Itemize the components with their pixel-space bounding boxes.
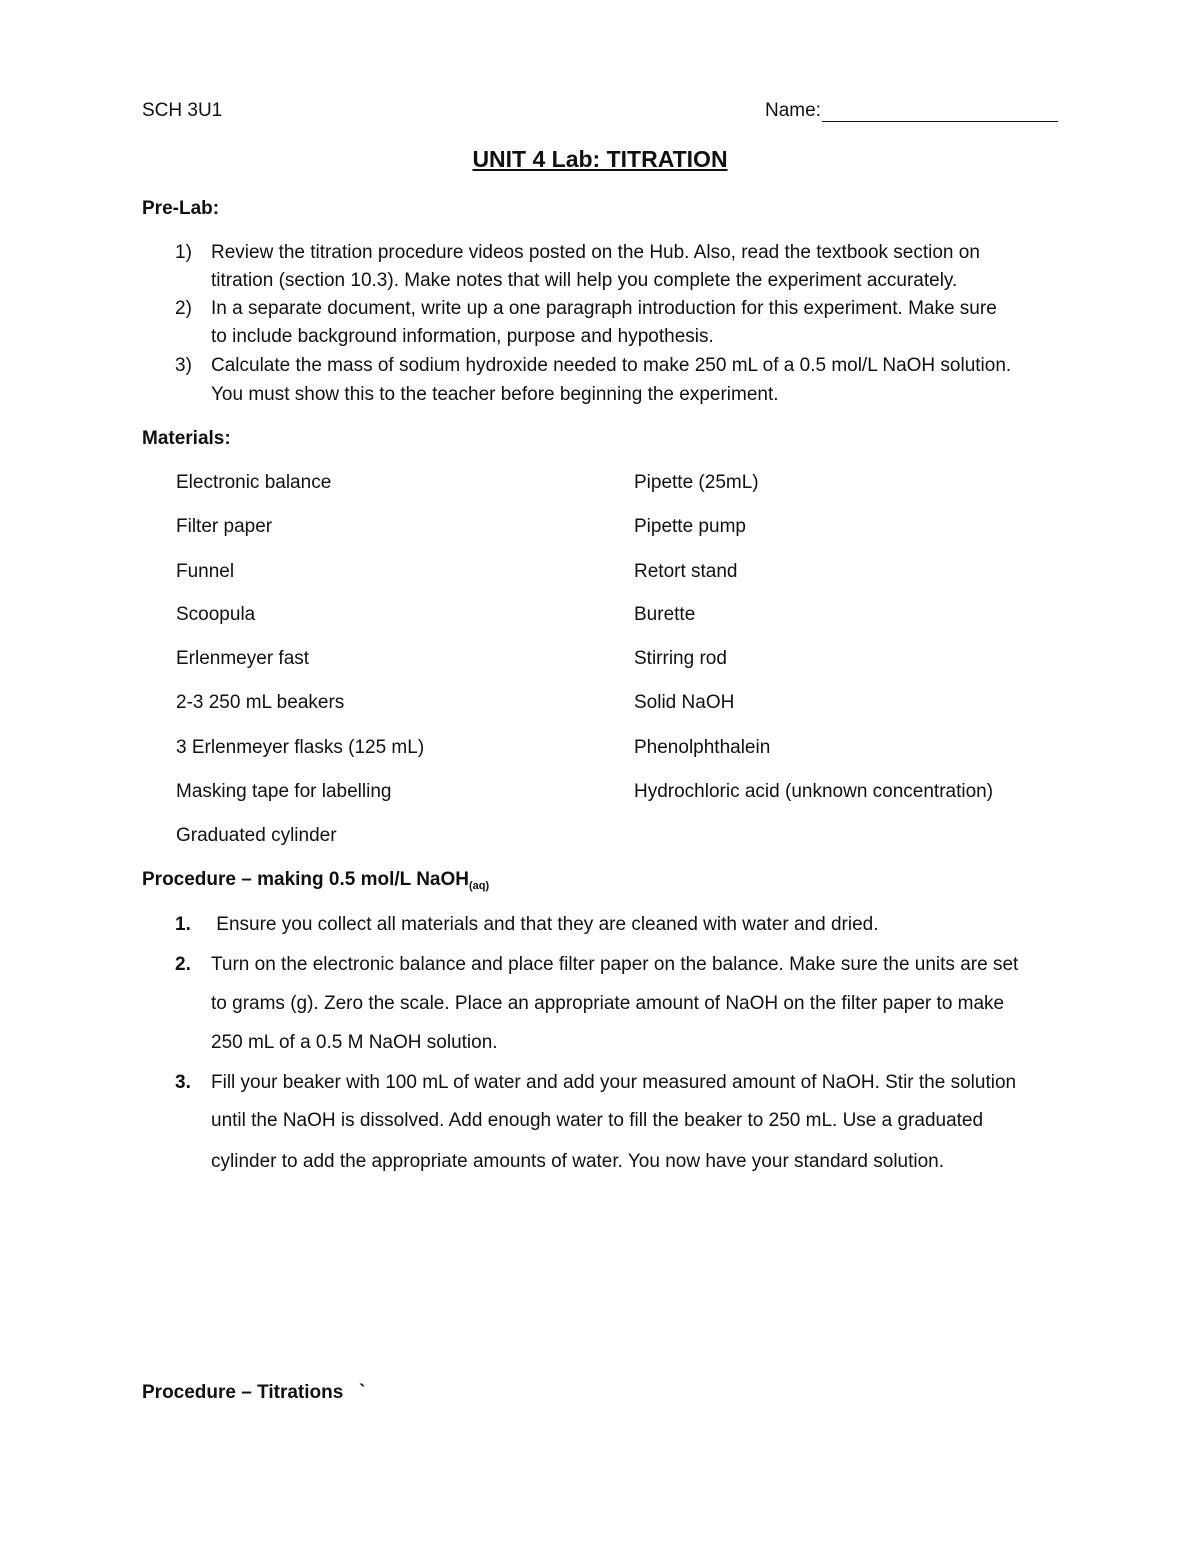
material-item: Burette (634, 604, 696, 625)
prelab-item-text: Review the titration procedure videos posted on the Hub. Also, read the textbook section on (211, 242, 980, 263)
prelab-item-text-continued: to include background information, purpose and hypothesis. (211, 326, 714, 347)
procedure-step-number: 1. (175, 914, 191, 935)
material-item: Filter paper (176, 516, 273, 537)
prelab-item-text-continued: titration (section 10.3). Make notes that will help you complete the experiment accurately. (211, 270, 958, 291)
prelab-item-text: Calculate the mass of sodium hydroxide needed to make 250 mL of a 0.5 mol/L NaOH solution. (211, 355, 1012, 376)
procedure-step-text: Fill your beaker with 100 mL of water and add your measured amount of NaOH. Stir the solution (211, 1072, 1017, 1093)
procedure-naoh-heading-text: Procedure – making 0.5 mol/L NaOH (142, 869, 469, 890)
material-item: Funnel (176, 561, 235, 582)
procedure-step-number: 2. (175, 954, 191, 975)
prelab-item-2 (175, 298, 997, 320)
prelab-item-1 (175, 242, 980, 264)
procedure-titrations-heading: Procedure – Titrations ` (142, 1382, 366, 1403)
material-item: Masking tape for labelling (176, 781, 392, 802)
procedure-step-text-continued: until the NaOH is dissolved. Add enough water to fill the beaker to 250 mL. Use a graduated (211, 1110, 984, 1131)
prelab-item-number: 2) (175, 298, 192, 319)
material-item: Retort stand (634, 561, 738, 582)
material-item: Electronic balance (176, 472, 332, 493)
procedure-step-text-continued: to grams (g). Zero the scale. Place an appropriate amount of NaOH on the filter paper to make (211, 993, 1005, 1014)
procedure-step-text-continued: 250 mL of a 0.5 M NaOH solution. (211, 1032, 498, 1053)
material-item: Pipette pump (634, 516, 746, 537)
name-label: Name: (765, 100, 821, 121)
prelab-item-3 (175, 355, 1011, 377)
prelab-heading: Pre-Lab: (142, 198, 220, 219)
material-item: Solid NaOH (634, 692, 735, 713)
material-item: Stirring rod (634, 648, 727, 669)
prelab-item-text: In a separate document, write up a one paragraph introduction for this experiment. Make sure (211, 298, 997, 319)
material-item: 2-3 250 mL beakers (176, 692, 345, 713)
name-field[interactable] (765, 100, 1058, 122)
procedure-step-text-continued: cylinder to add the appropriate amounts of water. You now have your standard solution. (211, 1151, 945, 1172)
material-item: Hydrochloric acid (unknown concentration) (634, 781, 994, 802)
material-item: Erlenmeyer fast (176, 648, 310, 669)
procedure-step-text: Ensure you collect all materials and that they are cleaned with water and dried. (211, 914, 879, 935)
prelab-item-text-continued: You must show this to the teacher before beginning the experiment. (211, 384, 779, 405)
page-title: UNIT 4 Lab: TITRATION (472, 146, 728, 172)
course-code: SCH 3U1 (142, 100, 223, 121)
material-item: Pipette (25mL) (634, 472, 759, 493)
procedure-naoh-heading (142, 869, 489, 892)
materials-heading: Materials: (142, 428, 231, 449)
procedure-step-text: Turn on the electronic balance and place filter paper on the balance. Make sure the units are set (211, 954, 1019, 975)
procedure-step-number: 3. (175, 1072, 191, 1093)
material-item: Phenolphthalein (634, 737, 771, 758)
prelab-item-number: 3) (175, 355, 192, 376)
material-item: Graduated cylinder (176, 825, 337, 846)
aqueous-subscript: (aq) (468, 880, 490, 892)
material-item: 3 Erlenmeyer flasks (125 mL) (176, 737, 425, 758)
prelab-item-number: 1) (175, 242, 192, 263)
material-item: Scoopula (176, 604, 256, 625)
name-blank-line[interactable] (822, 101, 1058, 122)
